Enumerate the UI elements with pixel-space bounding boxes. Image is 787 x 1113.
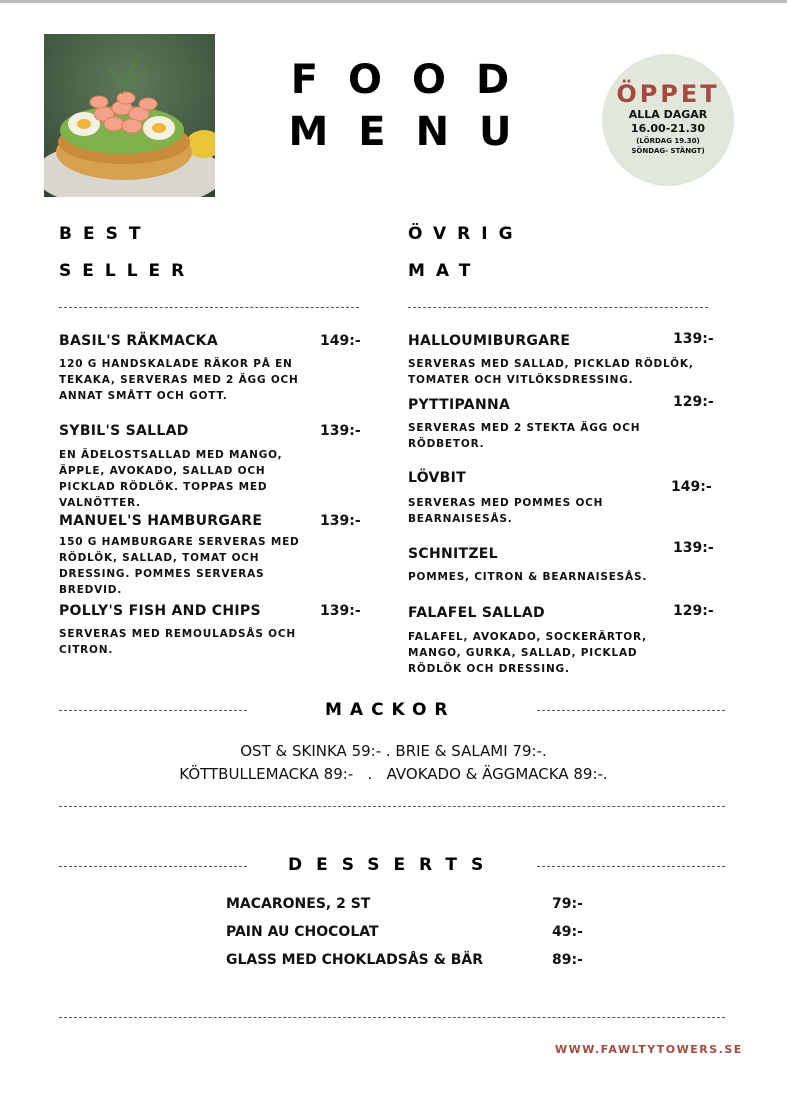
menu-item-name: HALLOUMIBURGARE — [408, 333, 571, 349]
menu-item-price: 139:- — [320, 603, 361, 619]
best-seller-heading-line2: SELLER — [59, 261, 196, 281]
menu-item-price: 139:- — [673, 331, 714, 347]
menu-item-name: PYTTIPANNA — [408, 397, 511, 413]
website-link[interactable]: WWW.FAWLTYTOWERS.SE — [555, 1043, 743, 1056]
menu-item-price: 139:- — [673, 540, 714, 556]
menu-item-name: MANUEL'S HAMBURGARE — [59, 513, 263, 529]
dessert-item-price: 49:- — [552, 924, 583, 940]
opening-hours-time: 16.00-21.30 — [630, 122, 706, 135]
opening-hours-sunday: SÖNDAG- STÄNGT) — [631, 147, 705, 155]
opening-hours-badge — [602, 54, 734, 186]
ovrig-mat-divider — [408, 307, 708, 308]
desserts-divider-left — [59, 866, 247, 867]
best-seller-heading-line1: BEST — [59, 224, 152, 244]
mackor-line-2: KÖTTBULLEMACKA 89:- . AVOKADO & ÄGGMACKA 89:-. — [179, 765, 608, 783]
shrimp-sandwich-photo — [44, 34, 215, 197]
menu-item-name: POLLY'S FISH AND CHIPS — [59, 603, 261, 619]
menu-item-description: 150 G HAMBURGARE SERVERAS MED RÖDLÖK, SALLAD, TOMAT OCH DRESSING. POMMES SERVERAS BREDVID. — [59, 536, 300, 596]
mackor-heading: MACKOR — [325, 700, 456, 720]
menu-item-price: 139:- — [320, 513, 361, 529]
best-seller-divider — [59, 307, 359, 308]
page-title-line2: MENU — [288, 109, 542, 155]
ovrig-mat-heading-line1: ÖVRIG — [408, 224, 524, 244]
menu-item-description: 120 G HANDSKALADE RÄKOR PÅ EN TEKAKA, SERVERAS MED 2 ÄGG OCH ANNAT SMÅTT OCH GOTT. — [59, 358, 299, 402]
opening-hours-heading: ÖPPET — [616, 80, 720, 108]
mackor-divider-left — [59, 710, 247, 711]
menu-item-description: SERVERAS MED POMMES OCH BEARNAISESÅS. — [408, 497, 604, 525]
dessert-item-name: PAIN AU CHOCOLAT — [226, 924, 379, 940]
dessert-item-name: GLASS MED CHOKLADSÅS & BÄR — [226, 952, 484, 968]
menu-item-name: FALAFEL SALLAD — [408, 605, 545, 621]
menu-item-description: SERVERAS MED SALLAD, PICKLAD RÖDLÖK, TOMATER OCH VITLÖKSDRESSING. — [408, 358, 694, 386]
dessert-item-name: MACARONES, 2 ST — [226, 896, 371, 912]
menu-item-description: FALAFEL, AVOKADO, SOCKERÄRTOR, MANGO, GURKA, SALLAD, PICKLAD RÖDLÖK OCH DRESSING. — [408, 631, 647, 675]
menu-item-description: SERVERAS MED 2 STEKTA ÄGG OCH RÖDBETOR. — [408, 422, 641, 450]
menu-item-price: 129:- — [673, 394, 714, 410]
mackor-line-1: OST & SKINKA 59:- . BRIE & SALAMI 79:-. — [240, 742, 547, 760]
top-border — [0, 0, 787, 3]
menu-item-price: 149:- — [671, 479, 712, 495]
menu-item-price: 149:- — [320, 333, 361, 349]
menu-item-name: SYBIL'S SALLAD — [59, 423, 189, 439]
menu-item-description: EN ÄDELOSTSALLAD MED MANGO, ÄPPLE, AVOKADO, SALLAD OCH PICKLAD RÖDLÖK. TOPPAS MED VALNÖTTER. — [59, 449, 283, 509]
mackor-divider-right — [537, 710, 725, 711]
dessert-item-price: 89:- — [552, 952, 583, 968]
page-title-line1: FOOD — [290, 57, 540, 103]
desserts-divider-right — [537, 866, 725, 867]
footer-divider — [59, 1017, 725, 1018]
desserts-heading: DESSERTS — [288, 855, 498, 875]
menu-item-description: POMMES, CITRON & BEARNAISESÅS. — [408, 571, 648, 583]
menu-item-price: 129:- — [673, 603, 714, 619]
menu-item-name: BASIL'S RÄKMACKA — [59, 333, 218, 349]
menu-item-name: SCHNITZEL — [408, 546, 498, 562]
menu-item-price: 139:- — [320, 423, 361, 439]
dessert-item-price: 79:- — [552, 896, 583, 912]
menu-item-description: SERVERAS MED REMOULADSÅS OCH CITRON. — [59, 628, 296, 656]
menu-item-name: LÖVBIT — [408, 470, 467, 486]
mackor-bottom-divider — [59, 806, 725, 807]
ovrig-mat-heading-line2: MAT — [408, 261, 482, 281]
opening-hours-days: ALLA DAGAR — [628, 108, 708, 121]
opening-hours-saturday: (LÖRDAG 19.30) — [636, 137, 700, 145]
